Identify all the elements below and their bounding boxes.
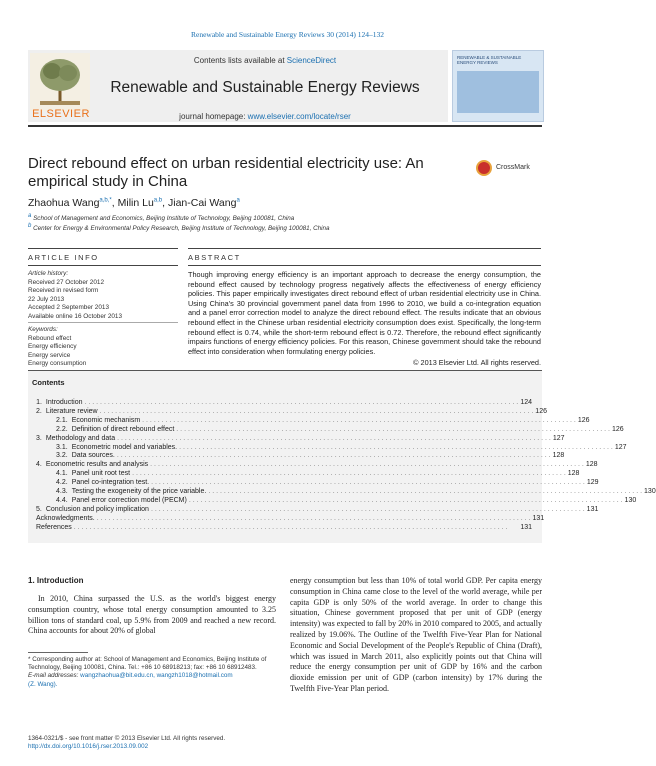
introduction-heading: 1. Introduction <box>28 576 84 585</box>
issn-line: 1364-0321/$ - see front matter © 2013 Elsevier Ltd. All rights reserved. <box>28 735 226 742</box>
affiliation-text: Center for Energy & Environmental Policy Research, Beijing Institute of Technology, Beijing 100081, China <box>33 225 330 233</box>
toc-leader-dots: . . . . . . . . . . . . . . . . . . . . . . . . . . . . . . . . . . . . . . . . . . . . . . . . . . . . . . . . . . . . . . . . . . . . . . . . . . . . . . . . . . . . . . . . . . . . . . . . . . . . . . . . . . . . . . . . <box>73 523 508 531</box>
author-name[interactable]: Jian-Cai Wang <box>167 197 237 209</box>
affiliation-mark: a <box>28 213 32 219</box>
toc-title[interactable]: Data sources. <box>71 452 115 460</box>
author-separator: , <box>162 197 168 209</box>
toc-page-number: 130 <box>624 496 637 504</box>
article-history <box>28 270 178 321</box>
history-label: Article history: <box>28 270 69 277</box>
toc-title[interactable]: Introduction <box>45 399 83 406</box>
toc-leader-dots: . . . . . . . . . . . . . . . . . . . . . . . . . . . . . . . . . . . . . . . . . . . . . . . . . . . . . . . . . . . . . . . . . . . . . . . . . . . . . . . . . . . . . . . . . . . . . . . . . . . . . . . . . . . . . . . . <box>179 443 613 451</box>
toc-page-number: 129 <box>586 479 599 487</box>
toc-number: 1. <box>36 399 42 406</box>
toc-leader-dots: . . . . . . . . . . . . . . . . . . . . . . . . . . . . . . . . . . . . . . . . . . . . . . . . . . . . . . . . . . . . . . . . . . . . . . . . . . . . . . . . . . . . . . . . . . . . . . . . . . . . . . . . . . . . . . . . <box>208 488 643 495</box>
author-affiliation-mark[interactable]: a <box>236 197 240 204</box>
article-info-rule <box>28 248 178 249</box>
contents-prefix: Contents lists available at <box>193 56 287 65</box>
abstract-rule-2 <box>188 265 541 266</box>
journal-reference[interactable]: Renewable and Sustainable Energy Reviews 30 (2014) 124–132 <box>191 30 384 39</box>
toc-title[interactable]: Definition of direct rebound effect <box>71 425 175 433</box>
issn-block <box>28 735 278 751</box>
toc-page-number: 126 <box>612 425 624 433</box>
journal-cover-image <box>452 50 544 122</box>
toc-leader-dots: . . . . . . . . . . . . . . . . . . . . . . . . . . . . . . . . . . . . . . . . . . . . . . . . . . . . . . . . . . . . . . . . . . . . . . . . . . . . . . . . . . . . . . . . . . . . . . . . . . . . . . . . . . . . . . . . <box>150 505 585 513</box>
toc-page-number: 127 <box>614 443 627 451</box>
toc-number: 3.1. <box>56 443 68 451</box>
toc-number: 2.2. <box>56 425 68 433</box>
author-affiliation-mark[interactable]: a,b,* <box>99 197 112 204</box>
crossmark-icon <box>476 160 492 176</box>
toc-leader-dots: . . . . . . . . . . . . . . . . . . . . . . . . . . . . . . . . . . . . . . . . . . . . . . . . . . . . . . . . . . . . . . . . . . . . . . . . . . . . . . . . . . . . . . . . . . . . . . . . . . . . . . . . . . . . . . . . <box>151 479 585 487</box>
affiliation-mark: b <box>28 223 32 229</box>
author-list <box>28 197 240 209</box>
history-line: Received in revised form <box>28 287 99 294</box>
footnote-emails <box>28 672 276 688</box>
toc-number: 4.1. <box>56 470 68 478</box>
keyword: Rebound effect <box>28 334 72 342</box>
toc-entry[interactable] <box>28 524 532 534</box>
toc-leader-dots: . . . . . . . . . . . . . . . . . . . . . . . . . . . . . . . . . . . . . . . . . . . . . . . . . . . . . . . . . . . . . . . . . . . . . . . . . . . . . . . . . . . . . . . . . . . . . . . . . . . . . . . . . . . . . . . . <box>96 514 531 522</box>
keyword: Energy efficiency <box>28 343 77 350</box>
keyword: Energy consumption <box>28 360 87 367</box>
toc-page-number: 128 <box>552 452 565 460</box>
toc-leader-dots: . . . . . . . . . . . . . . . . . . . . . . . . . . . . . . . . . . . . . . . . . . . . . . . . . . . . . . . . . . . . . . . . . . . . . . . . . . . . . . . . . . . . . . . . . . . . . . . . . . . . . . . . . . . . . . . . <box>84 399 519 406</box>
author-affiliation-mark[interactable]: a,b <box>153 197 163 204</box>
affiliation-a <box>28 213 294 222</box>
toc-number: 3. <box>36 434 42 442</box>
toc-page-number: 128 <box>585 461 598 469</box>
toc-page-number: 131 <box>586 505 599 513</box>
toc-title[interactable]: Economic mechanism <box>71 416 141 424</box>
article-info-heading: ARTICLE INFO <box>28 253 99 262</box>
toc-page-number: 131 <box>532 514 545 522</box>
toc-page-number: 126 <box>535 407 547 415</box>
email-label: E-mail addresses: <box>28 672 81 680</box>
toc-title[interactable]: Acknowledgments. <box>36 514 95 522</box>
abstract-copyright: © 2013 Elsevier Ltd. All rights reserved. <box>413 358 541 367</box>
toc-leader-dots: . . . . . . . . . . . . . . . . . . . . . . . . . . . . . . . . . . . . . . . . . . . . . . . . . . . . . . . . . . . . . . . . . . . . . . . . . . . . . . . . . . . . . . . . . . . . . . . . . . . . . . . . . . . . . . . . <box>176 425 610 433</box>
toc-leader-dots: . . . . . . . . . . . . . . . . . . . . . . . . . . . . . . . . . . . . . . . . . . . . . . . . . . . . . . . . . . . . . . . . . . . . . . . . . . . . . . . . . . . . . . . . . . . . . . . . . . . . . . . . . . . . . . . . <box>142 416 576 424</box>
abstract-text: Though improving energy efficiency is an important approach to decrease the energy consumption, the rebound effect caused by technology progress negatively affects the effectiveness of energy efficiency policies. This paper empirically investigates direct rebound effect of urban residential electricity use in China. Using China's 30 provincial government panel data from 1996 to 2010, we build a co-integration equation and a panel error correction model to analyze the direct rebound effect. The results indicate that an obvious rebound effect in the Chinese urban residential electricity consumption does exist. Specifically, the long-term rebound effect is 0.74, while the short-term rebound effect is 0.72. Therefore, the rebound effect significantly impairs functions of energy efficiency policies. For this reason, Chinese government should take the rebound effect into consideration when formulating energy policies. <box>188 270 541 356</box>
contents-heading: Contents <box>32 378 65 387</box>
history-line: Available online 16 October 2013 <box>28 312 123 320</box>
journal-title: Renewable and Sustainable Energy Reviews <box>110 79 420 96</box>
toc-title[interactable]: Literature review <box>45 407 98 415</box>
intro-paragraph-left: In 2010, China surpassed the U.S. as the world's biggest energy consumption country, whose total energy consumption amounted to 3.25 billion tons of standard coal, up 5.9% from 2009 and reached a new record. China accounts for about 20% of global <box>28 594 276 636</box>
cover-title: RENEWABLE & SUSTAINABLE ENERGY REVIEWS <box>457 55 522 65</box>
doi-link[interactable]: http://dx.doi.org/10.1016/j.rser.2013.09.002 <box>28 743 149 751</box>
toc-leader-dots: . . . . . . . . . . . . . . . . . . . . . . . . . . . . . . . . . . . . . . . . . . . . . . . . . . . . . . . . . . . . . . . . . . . . . . . . . . . . . . . . . . . . . . . . . . . . . . . . . . . . . . . . . . . . . . . . <box>188 496 623 504</box>
affiliation-b <box>28 223 330 232</box>
keywords-label: Keywords: <box>28 326 58 333</box>
toc-page-number: 126 <box>577 416 590 424</box>
keywords-rule <box>28 322 178 323</box>
cover-art <box>457 71 539 113</box>
abstract-heading: ABSTRACT <box>188 253 241 262</box>
toc-page-number: 127 <box>552 434 565 442</box>
history-line: Received 27 October 2012 <box>28 278 105 286</box>
footnote-rule <box>28 652 88 653</box>
sciencedirect-link[interactable]: ScienceDirect <box>286 56 337 65</box>
toc-leader-dots: . . . . . . . . . . . . . . . . . . . . . . . . . . . . . . . . . . . . . . . . . . . . . . . . . . . . . . . . . . . . . . . . . . . . . . . . . . . . . . . . . . . . . . . . . . . . . . . . . . . . . . . . . . . . . . . . <box>117 434 551 442</box>
toc-title[interactable]: References <box>36 523 72 531</box>
email-links[interactable]: wangzhaohua@bit.edu.cn, wangzh1018@hotmail.com <box>80 672 233 680</box>
homepage-prefix: journal homepage: <box>179 112 248 121</box>
toc-title[interactable]: Conclusion and policy implication <box>45 505 149 513</box>
toc-number: 5. <box>36 505 42 513</box>
author-name[interactable]: Milin Lu <box>117 197 154 209</box>
toc-leader-dots: . . . . . . . . . . . . . . . . . . . . . . . . . . . . . . . . . . . . . . . . . . . . . . . . . . . . . . . . . . . . . . . . . . . . . . . . . . . . . . . . . . . . . . . . . . . . . . . . . . . . . . . . . . . . . . . . <box>150 461 584 469</box>
intro-paragraph-right: energy consumption but less than 10% of total world GDP. Per capita energy consumption in China came close to the level of the world average, while per capita GDP is only 50% of the world average. In order to change this situation, Chinese government proposed that per unit of GDP (energy intensity) was expected to fall by 20% in 2010 compared to 2005, and actually realized by 19.06%. The Outline of the Twelfth Five-Year Plan for National Economic and Social Development of the People's Republic of China (Draft), which was issued in March 2011, also explicitly points out that China will reduce the energy consumption per unit of GDP by 16% and the carbon dioxide emission per unit of GDP (carbon intensity) by 17% during the Twelfth Five-Year Plan period. <box>290 576 542 693</box>
contents-box <box>28 370 656 543</box>
toc-page-number: 131 <box>520 523 532 531</box>
toc-title[interactable]: Testing the exogeneity of the price variable. <box>71 488 207 495</box>
article-title: Direct rebound effect on urban residential electricity use: An empirical study in China <box>28 155 424 190</box>
footnote <box>28 656 276 689</box>
history-line: Accepted 2 September 2013 <box>28 304 110 311</box>
header-rule <box>28 125 542 127</box>
footnote-corresponding: * Corresponding author at: School of Management and Economics, Beijing Institute of Technology, Beijing 100081, China. Tel.: +86 10 68918213; fax: +86 10 68912483. <box>28 656 267 672</box>
toc-leader-dots: . . . . . . . . . . . . . . . . . . . . . . . . . . . . . . . . . . . . . . . . . . . . . . . . . . . . . . . . . . . . . . . . . . . . . . . . . . . . . . . . . . . . . . . . . . . . . . . . . . . . . . . . . . . . . . . . <box>99 407 534 415</box>
email-owner: (Z. Wang). <box>28 680 58 688</box>
toc-title[interactable]: Panel unit root test <box>71 470 131 478</box>
publisher-name: ELSEVIER <box>32 108 90 120</box>
toc-number: 4.4. <box>56 496 68 504</box>
toc-number: 4.3. <box>56 488 68 495</box>
homepage-link[interactable]: www.elsevier.com/locate/rser <box>247 112 351 121</box>
author-name[interactable]: Zhaohua Wang <box>28 197 100 209</box>
toc-page-number: 130 <box>644 488 656 495</box>
crossmark-badge[interactable] <box>476 160 546 180</box>
toc-page-number: 124 <box>520 399 532 406</box>
toc-title[interactable]: Econometric results and analysis <box>45 461 149 469</box>
abstract-rule <box>188 248 541 249</box>
toc-number: 2.1. <box>56 416 68 424</box>
crossmark-label: CrossMark <box>496 164 530 171</box>
affiliation-text: School of Management and Economics, Beijing Institute of Technology, Beijing 100081, China <box>33 215 295 223</box>
contents-availability <box>95 56 435 65</box>
keyword: Energy service <box>28 351 71 359</box>
journal-homepage <box>95 112 435 121</box>
keywords <box>28 326 178 369</box>
author-separator: , <box>111 197 118 209</box>
toc-title[interactable]: Econometric model and variables. <box>71 443 178 451</box>
history-line: 22 July 2013 <box>28 295 65 303</box>
toc-title[interactable]: Panel co-integration test. <box>71 479 150 487</box>
toc-leader-dots: . . . . . . . . . . . . . . . . . . . . . . . . . . . . . . . . . . . . . . . . . . . . . . . . . . . . . . . . . . . . . . . . . . . . . . . . . . . . . . . . . . . . . . . . . . . . . . . . . . . . . . . . . . . . . . . . <box>132 470 566 478</box>
toc-leader-dots: . . . . . . . . . . . . . . . . . . . . . . . . . . . . . . . . . . . . . . . . . . . . . . . . . . . . . . . . . . . . . . . . . . . . . . . . . . . . . . . . . . . . . . . . . . . . . . . . . . . . . . . . . . . . . . . . <box>116 452 551 460</box>
article-info-rule-2 <box>28 265 178 266</box>
toc-number: 3.2. <box>56 452 68 460</box>
toc-number: 4. <box>36 461 42 469</box>
toc-number: 4.2. <box>56 479 68 487</box>
toc-title[interactable]: Methodology and data <box>45 434 116 442</box>
toc-number: 2. <box>36 407 42 415</box>
elsevier-tree-logo <box>30 53 90 111</box>
toc-title[interactable]: Panel error correction model (PECM) <box>71 496 187 504</box>
toc-page-number: 128 <box>567 470 580 478</box>
